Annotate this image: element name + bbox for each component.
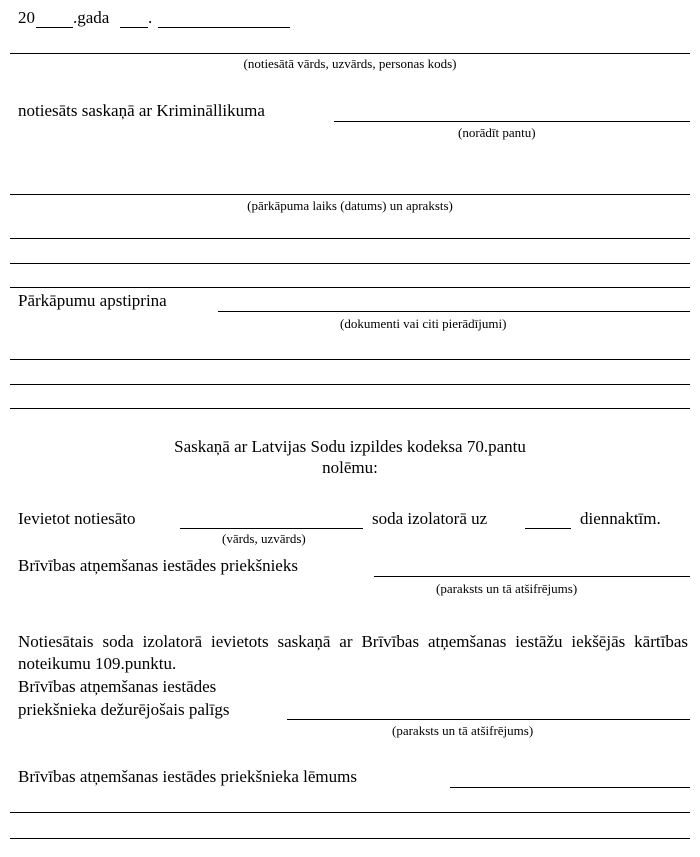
- article-caption: (norādīt pantu): [458, 125, 536, 140]
- person-caption: (notiesātā vārds, uzvārds, personas kods): [243, 56, 457, 71]
- place-end-label: diennaktīm.: [580, 509, 661, 528]
- head-decision-line[interactable]: [450, 787, 690, 788]
- violation-line-2[interactable]: [10, 238, 690, 239]
- confirmed-label: Pārkāpumu apstiprina: [18, 291, 167, 310]
- violation-caption: (pārkāpuma laiks (datums) un apraksts): [247, 198, 453, 213]
- name-caption: (vārds, uzvārds): [222, 531, 306, 546]
- placed-paragraph: Notiesātais soda izolatorā ievietots saskaņā ar Brīvības atņemšanas iestāžu iekšējās kārtības noteikumu 109.punktu.: [18, 632, 688, 673]
- date-year-prefix: 20: [18, 8, 35, 27]
- head-signature-line[interactable]: [374, 576, 690, 577]
- evidence-caption: (dokumenti vai citi pierādījumi): [340, 316, 507, 331]
- date-month-blank[interactable]: [158, 27, 290, 28]
- date-day-blank[interactable]: [120, 27, 148, 28]
- evidence-line-3[interactable]: [10, 384, 690, 385]
- signature-caption-1: (paraksts un tā atšifrējums): [436, 581, 578, 596]
- date-dot: .: [148, 8, 153, 27]
- date-year-blank[interactable]: [36, 27, 73, 28]
- decision-heading-line-1: Saskaņā ar Latvijas Sodu izpildes kodeksa 70.pantu: [174, 437, 526, 456]
- sentenced-label: notiesāts saskaņā ar Krimināllikuma: [18, 101, 265, 120]
- date-gada-label: .gada: [73, 8, 110, 27]
- evidence-line-2[interactable]: [10, 359, 690, 360]
- convict-name-line[interactable]: [180, 528, 363, 529]
- head-decision-line-2[interactable]: [10, 812, 690, 813]
- head-decision-line-3[interactable]: [10, 838, 690, 839]
- article-line[interactable]: [334, 121, 690, 122]
- place-middle-label: soda izolatorā uz: [372, 509, 488, 528]
- assistant-label-line-2: priekšnieka dežurējošais palīgs: [18, 700, 230, 719]
- evidence-line[interactable]: [218, 311, 690, 312]
- person-line[interactable]: [10, 53, 690, 54]
- violation-line-4[interactable]: [10, 287, 690, 288]
- signature-caption-2: (paraksts un tā atšifrējums): [392, 723, 534, 738]
- place-label: Ievietot notiesāto: [18, 509, 136, 528]
- violation-line-3[interactable]: [10, 263, 690, 264]
- head-decision-label: Brīvības atņemšanas iestādes priekšnieka lēmums: [18, 767, 357, 786]
- head-label: Brīvības atņemšanas iestādes priekšnieks: [18, 556, 298, 575]
- assistant-signature-line[interactable]: [287, 719, 690, 720]
- assistant-label-line-1: Brīvības atņemšanas iestādes: [18, 677, 217, 696]
- evidence-line-4[interactable]: [10, 408, 690, 409]
- decision-heading-line-2: nolēmu:: [322, 458, 378, 477]
- days-blank[interactable]: [525, 528, 571, 529]
- violation-line-1[interactable]: [10, 194, 690, 195]
